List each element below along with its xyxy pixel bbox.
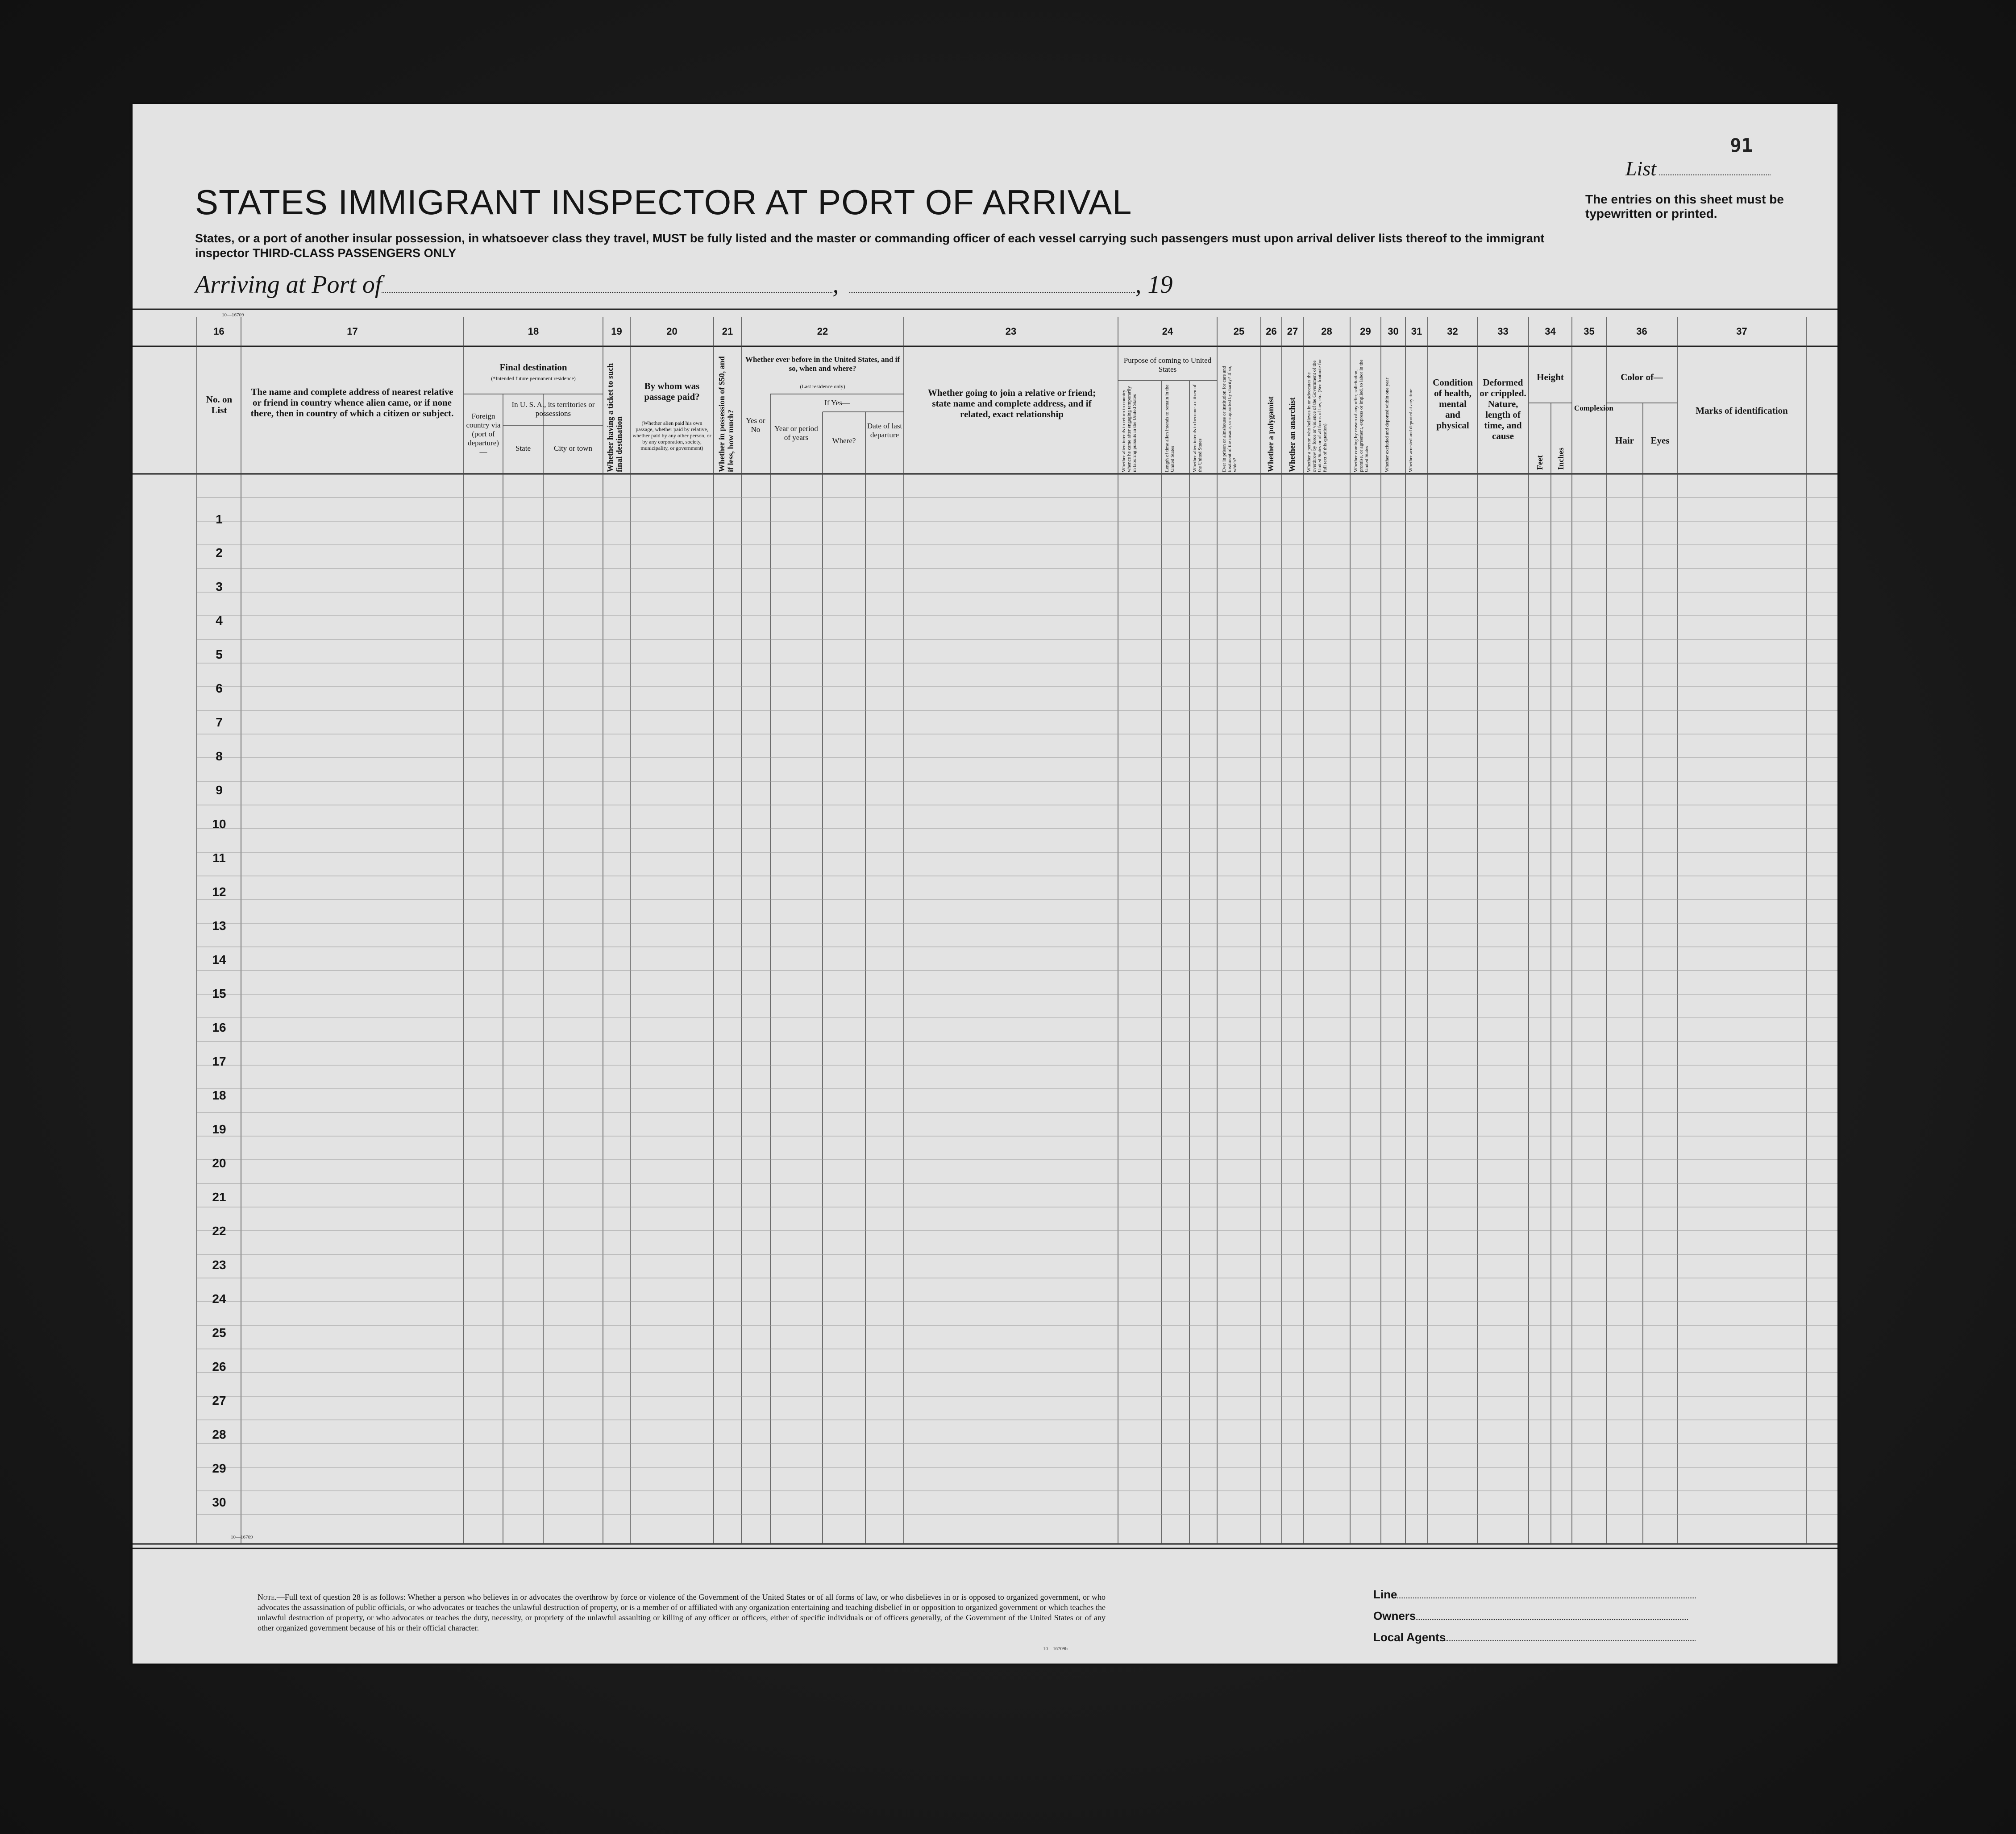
table-grid [133, 104, 1837, 1664]
header-feet: Feet [1535, 455, 1544, 470]
local-agents-field[interactable]: Local Agents [1373, 1631, 1696, 1644]
col-number-30: 30 [1388, 326, 1399, 337]
row-number: 24 [212, 1292, 226, 1306]
row-number: 7 [216, 715, 223, 729]
footnote [258, 1592, 1106, 1633]
owners-field[interactable]: Owners [1373, 1609, 1688, 1623]
header-yes-or-no: Yes or No [746, 416, 765, 434]
col-number-16: 16 [213, 326, 224, 337]
header-passage-paid-sub: (Whether alien paid his own passage, whether paid by relative, whether paid by any other person, or by any corporation, society, municipality, or government) [632, 420, 711, 451]
header-labor-offer: Whether coming by reason of any offer, solicitation, promise, or agreement, express or implied, to labor in the United States [1353, 359, 1369, 472]
local-agents-input[interactable] [1446, 1640, 1696, 1641]
row-number: 16 [212, 1021, 226, 1034]
row-number: 8 [216, 749, 223, 763]
col-number-27: 27 [1287, 326, 1298, 337]
col-number-34: 34 [1545, 326, 1556, 337]
col-number-17: 17 [347, 326, 358, 337]
row-number: 4 [216, 614, 223, 627]
header-intends-return: Whether alien intends to return to country whence he came after engaging temporarily in laboring pursuits in the United States [1121, 386, 1137, 472]
header-if-yes: If Yes— [824, 398, 850, 407]
row-number: 2 [216, 546, 223, 560]
col-number-26: 26 [1266, 326, 1277, 337]
header-polygamist: Whether a polygamist [1266, 396, 1275, 472]
header-ever-before-us: Whether ever before in the United States, and if so, when and where? [745, 355, 900, 373]
header-join-relative: Whether going to join a relative or friend; state name and complete address, and if related, exact relationship [927, 387, 1096, 419]
header-nearest-relative: The name and complete address of nearest relative or friend in country whence alien came, or if none there, then in country of which a citizen or subject. [250, 386, 454, 419]
header-length-of-stay: Length of time alien intends to remain in the United States [1164, 384, 1175, 472]
header-complexion: Complexion [1574, 404, 1613, 412]
col-number-21: 21 [722, 326, 733, 337]
row-number: 25 [212, 1326, 226, 1340]
row-number: 11 [212, 851, 226, 865]
row-number: 10 [212, 817, 226, 831]
col-number-22: 22 [817, 326, 828, 337]
list-field[interactable]: List [1625, 157, 1771, 180]
header-city-or-town: City or town [554, 444, 592, 452]
col-number-33: 33 [1497, 326, 1509, 337]
row-number: 5 [216, 647, 223, 661]
col-number-37: 37 [1736, 326, 1747, 337]
header-last-residence: (Last residence only) [800, 383, 845, 390]
row-number: 13 [212, 919, 226, 933]
row-number: 20 [212, 1156, 226, 1170]
owners-input[interactable] [1416, 1619, 1688, 1620]
typewrite-instruction: The entries on this sheet must be typewritten or printed. [1585, 192, 1784, 220]
header-become-citizen: Whether alien intends to become a citizen of the United States [1192, 384, 1203, 472]
row-number: 1 [216, 512, 223, 526]
header-in-usa: In U. S. A., its territories or possessions [511, 400, 595, 418]
col-number-29: 29 [1360, 326, 1371, 337]
col-number-20: 20 [666, 326, 678, 337]
header-final-destination: Final destination [499, 362, 567, 373]
manifest-sheet [133, 104, 1837, 1664]
header-eyes: Eyes [1650, 435, 1670, 446]
arriving-port-field[interactable]: Arriving at Port of , , 19 [195, 271, 1173, 299]
col-number-25: 25 [1233, 326, 1245, 337]
col-number-31: 31 [1411, 326, 1422, 337]
row-number: 29 [212, 1461, 226, 1475]
footnote-form-number: 10—16709b [1043, 1646, 1068, 1651]
form-number-bottom: 10—16709 [231, 1535, 253, 1540]
col-number-28: 28 [1321, 326, 1332, 337]
header-color-of: Color of— [1621, 372, 1663, 382]
row-number: 26 [212, 1360, 226, 1373]
col-number-23: 23 [1005, 326, 1017, 337]
line-input[interactable] [1397, 1597, 1696, 1598]
row-number: 15 [212, 987, 226, 1000]
header-possession-50: Whether in possession of $50, and if less, how much? [717, 356, 735, 472]
row-number: 27 [212, 1394, 226, 1407]
row-number: 14 [212, 953, 226, 967]
form-number: 10—16709 [222, 312, 244, 318]
row-number: 9 [216, 783, 223, 797]
page-number: 91 [1730, 134, 1753, 156]
header-deformed: Deformed or crippled. Nature, length of time, and cause [1480, 377, 1526, 441]
header-overthrow: Whether a person who believes in or advocates the overthrow by force or violence of the Government of the United States or of all forms of law, etc. (See footnote for full text of this question) [1306, 359, 1328, 472]
col-number-36: 36 [1636, 326, 1647, 337]
footnote-text: —Full text of question 28 is as follows: Whether a person who believes in or advocates the overthrow by force or violence of the Government of the United States or of all forms of law, or who disbelieves in or is opposed to organized government, or who advocates the assassination of public officials, or who advocates or teaches the unlawful destruction of property, or is a member of or affiliated with any organization entertaining and teaching disbelief in or opposition to organized government or which teaches the unlawful destruction of property, or who advocates or teaches the duty, necessity, or propriety of the unlawful assaulting or killing of any officer or officers, either of specific individuals or of officers generally, of the Government of the United States or of any other organized government because of his or their official character. [258, 1593, 1106, 1632]
header-ticket: Whether having a ticket to such final destination [606, 363, 624, 472]
row-number: 18 [212, 1088, 226, 1102]
header-no-on-list: No. on List [206, 394, 233, 415]
footnote-lead: Note. [258, 1593, 277, 1602]
header-purpose: Purpose of coming to United States [1123, 356, 1212, 373]
header-inches: Inches [1556, 447, 1565, 470]
col-number-18: 18 [528, 326, 539, 337]
header-final-destination-sub: (*Intended future permanent residence) [491, 375, 576, 382]
row-number: 3 [216, 580, 223, 593]
row-number: 6 [216, 681, 223, 695]
year-prefix: , 19 [1135, 271, 1173, 299]
col-number-35: 35 [1584, 326, 1595, 337]
col-number-19: 19 [611, 326, 622, 337]
row-number: 17 [212, 1054, 226, 1068]
header-marks-identification: Marks of identification [1696, 405, 1788, 416]
header-height: Height [1537, 372, 1564, 382]
col-number-32: 32 [1447, 326, 1458, 337]
header-anarchist: Whether an anarchist [1288, 397, 1297, 472]
header-date-last-departure: Date of last departure [867, 422, 902, 439]
row-number: 12 [212, 885, 226, 899]
header-foreign-country: Foreign country via (port of departure)— [466, 412, 501, 456]
page-subtitle: States, or a port of another insular possession, in whatsoever class they travel, MUST be fully listed and the master or commanding officer of each vessel carrying such passengers must upon arrival deliver lists thereof to the immigrant inspector THIRD-CLASS PASSENGERS ONLY [195, 232, 1545, 260]
page-title: STATES IMMIGRANT INSPECTOR AT PORT OF ARRIVAL [195, 183, 1132, 222]
row-number: 23 [212, 1258, 226, 1272]
header-where: Where? [832, 436, 856, 445]
header-arrested-deported: Whether arrested and deported at any time [1408, 389, 1413, 472]
header-excluded-deported: Whether excluded and deported within one year [1384, 378, 1390, 472]
header-hair: Hair [1615, 435, 1634, 446]
row-number: 21 [212, 1190, 226, 1204]
header-prison-almshouse: Ever in prison or almshouse or institution for care and treatment of the insane, or supported by charity? If so, which? [1222, 365, 1238, 472]
row-number: 22 [212, 1224, 226, 1238]
header-passage-paid: By whom was passage paid? [644, 381, 700, 402]
header-condition-health: Condition of health, mental and physical [1433, 377, 1473, 431]
header-year-or-period: Year or period of years [774, 424, 818, 442]
row-number: 28 [212, 1427, 226, 1441]
header-state: State [515, 444, 531, 452]
arriving-label: Arriving at Port of [195, 271, 382, 299]
row-number: 19 [212, 1122, 226, 1136]
col-number-24: 24 [1162, 326, 1173, 337]
line-field[interactable]: Line [1373, 1588, 1696, 1602]
row-number: 30 [212, 1495, 226, 1509]
